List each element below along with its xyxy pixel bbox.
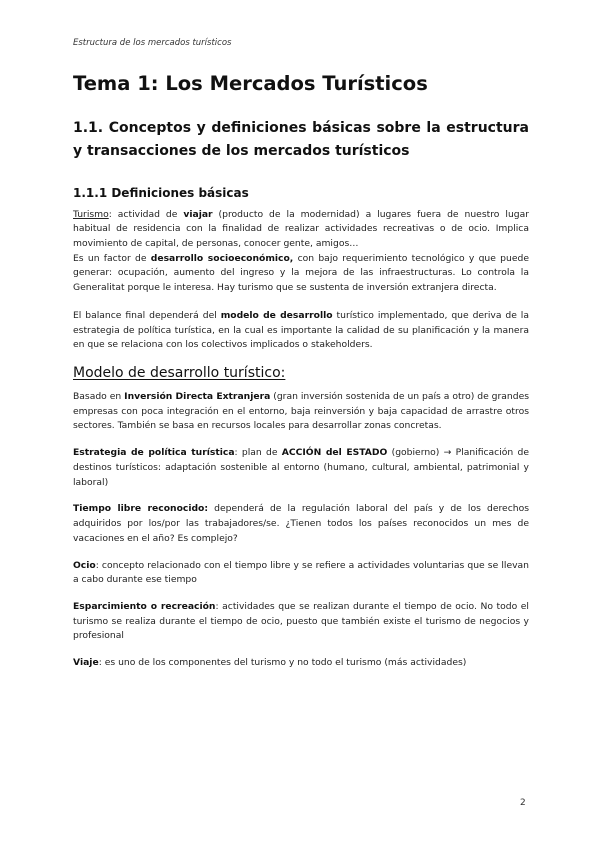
section-heading: 1.1. Conceptos y definiciones básicas sobre la estructura y transacciones de los mercados turísticos — [73, 120, 529, 160]
text: (gobierno) → Planificación de destinos turísticos: adaptación sostenible al entorno (humano, cultural, ambiental, patrimonial y laboral) — [73, 447, 529, 488]
paragraph-balance — [73, 309, 529, 353]
bold-term: Estrategia de política turística — [73, 447, 235, 459]
bold-term: Esparcimiento o recreación — [73, 600, 216, 612]
paragraph-viaje — [73, 656, 529, 671]
text: : actividad de — [108, 208, 184, 220]
bold-term: Ocio — [73, 559, 96, 571]
text: : concepto relacionado con el tiempo libre y se refiere a actividades voluntarias que se llevan a cabo durante ese tiempo — [73, 559, 529, 586]
paragraph-esparcimiento — [73, 600, 529, 644]
bold-term: Tiempo libre reconocido: — [73, 503, 209, 515]
text: El balance final dependerá del — [73, 309, 221, 321]
bold-term: Viaje — [73, 657, 99, 669]
subsection-heading: 1.1.1 Definiciones básicas — [73, 185, 249, 200]
text: con bajo requerimiento tecnológico y que puede generar: ocupación, aumento del ingreso y la mejora de las infraestructuras. Lo controla la Generalitat porque le interesa. Hay turismo que se sustenta de inversión extranjera directa. — [73, 252, 529, 294]
running-header: Estructura de los mercados turísticos — [73, 38, 232, 48]
text: dependerá de la regulación laboral del país y de los derechos adquiridos por los/por las trabajadores/se. ¿Tienen todos los países reconocidos un mes de vacaciones en el año? Es complejo? — [73, 503, 529, 544]
bold-term: viajar — [183, 208, 213, 220]
text: : actividades que se realizan durante el tiempo de ocio. No todo el turismo se realiza durante el tiempo de ocio, puesto que también existe el turismo de negocios y profesional — [73, 600, 529, 642]
paragraph-turismo — [73, 208, 529, 252]
page-title: Tema 1: Los Mercados Turísticos — [73, 72, 428, 95]
text: Basado en — [73, 391, 125, 403]
text: (gran inversión sostenida de un país a otro) de grandes empresas con poca integración en el entorno, baja reinversión y baja capacidad de arrastre otros sectores. También se basa en recursos locales para desarrollar zonas concretas. — [73, 391, 530, 432]
paragraph-factor — [73, 252, 529, 296]
paragraph-estrategia — [73, 446, 529, 490]
paragraph-ocio — [73, 559, 529, 588]
model-section-title: Modelo de desarrollo turístico: — [73, 365, 286, 382]
text: : plan de — [234, 447, 282, 459]
bold-term: Inversión Directa Extranjera — [124, 391, 271, 403]
text: turístico implementado, que deriva de la estrategia de política turística, en la cual es importante la calidad de su planificación y la manera en que se relaciona con los colectivos implicados o stakeholders. — [73, 309, 529, 351]
text: Es un factor de — [73, 252, 151, 264]
text: : es uno de los componentes del turismo y no todo el turismo (más actividades) — [98, 657, 467, 669]
term-turismo: Turismo — [73, 208, 109, 220]
paragraph-tiempo — [73, 502, 529, 546]
page-number: 2 — [520, 798, 526, 808]
text: (producto de la modernidad) a lugares fuera de nuestro lugar habitual de residencia con la finalidad de realizar actividades recreativas o de ocio. Implica movimiento de capital, de personas, conocer gente, amigos… — [73, 208, 530, 250]
bold-term: desarrollo socioeconómico, — [150, 252, 294, 264]
paragraph-basado — [73, 390, 529, 434]
document-body — [73, 72, 529, 671]
bold-term: modelo de desarrollo — [220, 309, 333, 321]
bold-term: ACCIÓN del ESTADO — [281, 447, 388, 459]
